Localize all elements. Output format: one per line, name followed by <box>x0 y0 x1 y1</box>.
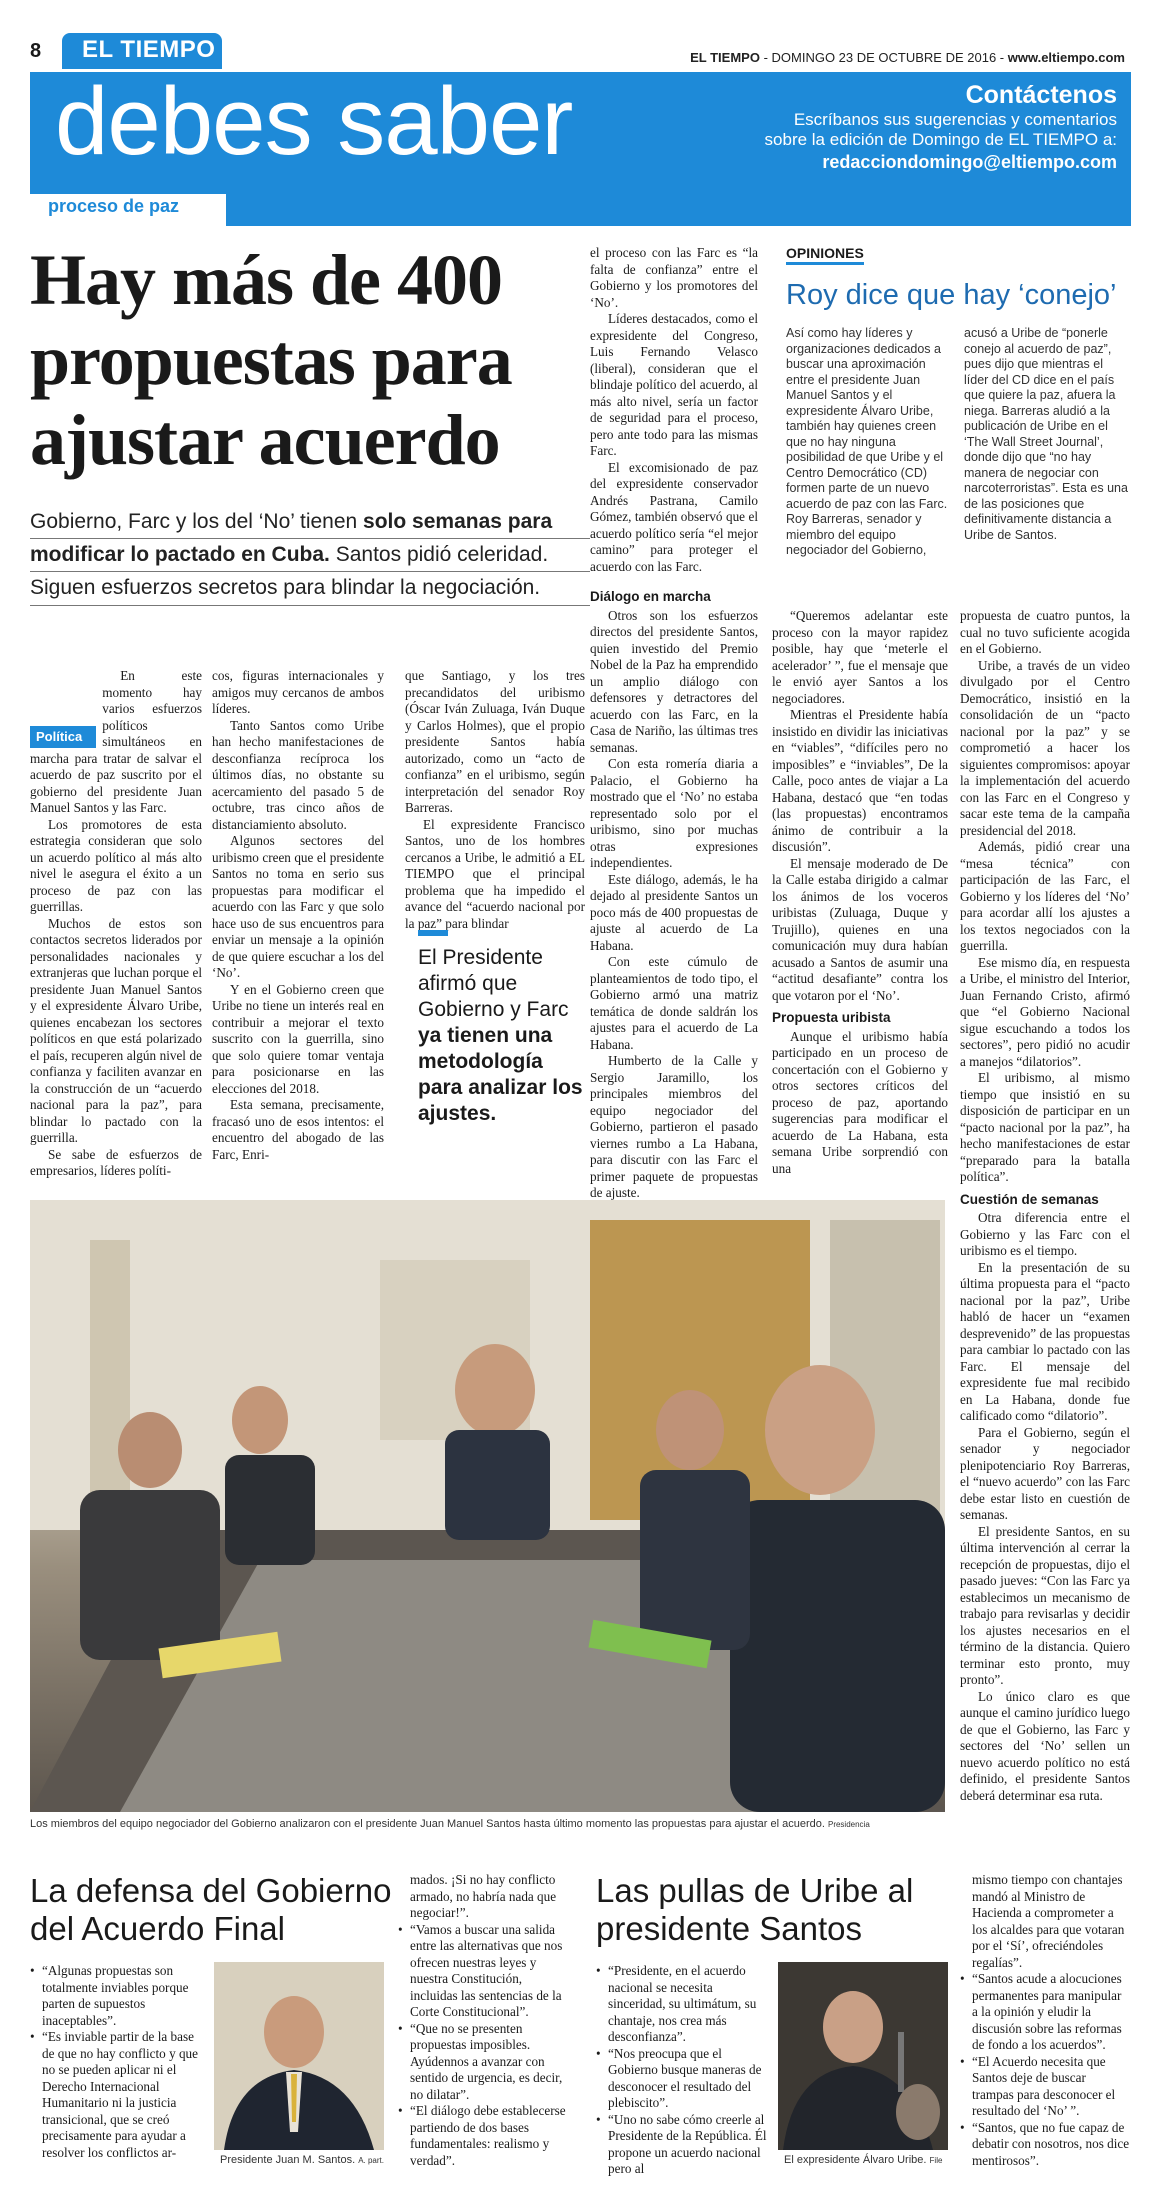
headline <box>30 240 590 480</box>
dateline-url[interactable]: www.eltiempo.com <box>1007 50 1125 65</box>
body-paragraph: Líderes destacados, como el expresidente del Congreso, Luis Fernando Velasco (liberal), consideran que el blindaje político del acuerdo, al más alto nivel, sería un factor de seguridad para el proceso, pero ante todo para las mismas Farc. <box>590 311 758 458</box>
body-paragraph: Este diálogo, además, le ha dejado al presidente Santos un poco más de 400 propuestas de ajuste al acuerdo de La Habana. <box>590 871 758 953</box>
article-col-6 <box>960 608 1130 1804</box>
quote-bullet: • “Uno no sabe cómo creerle al Presidente de la República. Él propone un acuerdo nacional pero al <box>596 2112 768 2178</box>
bottom-left-bullets-b <box>398 1872 570 2169</box>
section-tag: proceso de paz <box>48 196 180 216</box>
quote-bullet: • “Es inviable partir de la base de que no hay conflicto y que no se pueden aplicar ni el Derecho Internacional Humanitario ni la justicia transicional, que se creó precisamente para ayudar a resolver los conflictos ar- <box>30 2029 202 2161</box>
quote-bullet: • “Presidente, en el acuerdo nacional se necesita sinceridad, su ultimátum, su chantaje, nos crea más desconfianza”. <box>596 1963 768 2046</box>
article-col-5 <box>772 608 948 1177</box>
uribe-portrait <box>778 1962 948 2150</box>
pullquote <box>418 945 588 1127</box>
deck-line-2: Siguen esfuerzos secretos para blindar la negociación. <box>30 576 541 599</box>
contact-title: Contáctenos <box>965 81 1117 109</box>
body-paragraph: Humberto de la Calle y Sergio Jaramillo, los principales miembros del equipo negociador del Gobierno, partieron el pasado viernes rumbo a La Habana, para discutir con las Farc el primer paquete de propuestas de ajuste. <box>590 1053 758 1200</box>
body-paragraph: Otra diferencia entre el Gobierno y las Farc con el uribismo es el tiempo. <box>960 1210 1130 1258</box>
quote-bullet: • “Que no se presenten propuestas imposibles. Ayúdennos a avanzar con sentido de urgencia, es decir, no dilatar”. <box>398 2021 570 2104</box>
body-paragraph: El excomisionado de paz del expresidente conservador Andrés Pastrana, Camilo Gómez, también observó que el acuerdo político sería “el mejor camino” para proteger el acuerdo con las Farc. <box>590 459 758 574</box>
contact-email[interactable]: redacciondomingo@eltiempo.com <box>822 152 1117 172</box>
bottom-right-title <box>596 1872 913 1948</box>
bottom-left-title <box>30 1872 391 1948</box>
body-paragraph: Los promotores de esta estrategia consideran que solo un acuerdo político al más alto nivel le asegura el éxito a un proceso de paz con las guerrillas. <box>30 816 202 914</box>
quote-bullet: • “Nos preocupa que el Gobierno busque maneras de desconocer el resultado del plebiscito”. <box>596 2046 768 2112</box>
quote-bullet: • “El diálogo debe establecerse partiendo de dos bases fundamentales: realismo y verdad”. <box>398 2103 570 2169</box>
body-paragraph: el proceso con las Farc es “la falta de confianza” entre el Gobierno y los promotores del ‘No’. <box>590 245 758 310</box>
subhead-dialogo: Diálogo en marcha <box>590 589 711 604</box>
deck-text: Gobierno, Farc y los del ‘No’ tienen <box>30 510 364 533</box>
headline-line: Hay más de 400 <box>30 240 502 320</box>
article-col-3 <box>405 668 585 932</box>
bottom-left-bullets-a <box>30 1963 202 2161</box>
deck-rules <box>30 605 590 606</box>
opinion-kicker: OPINIONES <box>786 245 864 265</box>
bottom-right-bullets-b <box>960 1872 1130 2169</box>
uribe-caption-credit: File <box>929 2156 943 2165</box>
opinion-title: Roy dice que hay ‘conejo’ <box>786 279 1117 311</box>
body-paragraph: Y en el Gobierno creen que Uribe no tiene un interés real en contribuir a mejorar el texto suscrito con la guerrilla, sino que solo quiere tomar ventaja para posicionarse en las elecciones del 2018. <box>212 981 384 1096</box>
subhead-propuesta: Propuesta uribista <box>772 1010 891 1025</box>
body-paragraph: En la presentación de su última propuesta para el “pacto nacional por la paz”, Uribe habló de hacer un “examen desprevenido” de las propuestas para cambiar lo pactado con las Farc. El mensaje del expresidente fue mal recibido en La Habana, donde fue calificado como “dilatorio”. <box>960 1259 1130 1423</box>
meeting-photo <box>30 1200 945 1812</box>
santos-caption-credit: A. part. <box>358 2156 384 2165</box>
pullquote-rule <box>418 930 448 936</box>
body-paragraph: El presidente Santos, en su última intervención al cerrar la recepción de propuestas, dijo el pasado jueves: “Con las Farc ya establecimos un mecanismo de trabajo para revisarlas y decidir los ajustes necesarios en el término de la distancia. Quiero terminar esto pronto, muy pronto”. <box>960 1523 1130 1687</box>
quote-continuation: mados. ¡Si no hay conflicto armado, no habría nada que negociar!”. <box>410 1872 557 1920</box>
opinion-col-a: Así como hay líderes y organizaciones dedicados a buscar una aproximación entre el presidente Juan Manuel Santos y el expresidente Álvaro Uribe, también hay quienes creen que no hay ninguna posibilidad de que Uribe y el Centro Democrático (CD) formen parte de un nuevo acuerdo de paz con las Farc. Roy Barreras, senador y miembro del equipo negociador del Gobierno, <box>786 326 948 557</box>
headline-line: propuestas para <box>30 320 512 400</box>
article-col-2 <box>212 668 384 1163</box>
body-paragraph: Con esta romería diaria a Palacio, el Gobierno ha mostrado que el ‘No’ no estaba representado solo por el uribismo, sino por muchas otras expresiones independientes. <box>590 756 758 870</box>
contact-block <box>765 80 1117 174</box>
opinion-col-b: acusó a Uribe de “ponerle conejo al acuerdo de paz”, pues dijo que mientras el líder del CD dice en el país que quiere la paz, afuera la niega. Barreras aludió a la publicación de Uribe en el ‘The Wall Street Journal’, donde dijo que “no hay manera de negociar con narcoterroristas”. Esta es una de las posiciones que definitivamente distancia a Uribe de Santos. <box>964 326 1128 542</box>
label-politica: Política <box>30 726 96 748</box>
body-paragraph: Lo único claro es que aunque el camino jurídico luego de que el Gobierno, las Farc y sectores del ‘No’ sellen un nuevo acuerdo político no está definido, el presidente Santos deberá determinar esa ruta. <box>960 1688 1130 1803</box>
dateline-date: - DOMINGO 23 DE OCTUBRE DE 2016 - <box>759 50 1008 65</box>
deck-text-end: Santos pidió celeridad. <box>329 543 549 566</box>
dateline-brand: EL TIEMPO <box>690 50 760 65</box>
contact-line-1: Escríbanos sus sugerencias y comentarios <box>793 110 1117 129</box>
body-paragraph: Muchos de estos son contactos secretos liderados por personalidades nacionales y extranjeras que luchan porque el presidente Juan Manuel Santos y el expresidente Álvaro Uribe, quienes encabezan los sectores políticos en que está polarizado el país, recuperen algún nivel de confianza y faciliten avanzar en la construcción de un “acuerdo nacional para la paz”, para blindar lo pactado con la guerrilla. <box>30 915 202 1145</box>
deck-rules <box>30 538 590 539</box>
quote-bullet: • “El Acuerdo necesita que Santos deje de buscar trampas para desconocer el resultado del ‘No’ ”. <box>960 2054 1130 2120</box>
body-paragraph: Con este cúmulo de planteamientos de todo tipo, el Gobierno armó una matriz temática de donde saldrán los ajustes para el acuerdo de La Habana. <box>590 954 758 1052</box>
quote-continuation: mismo tiempo con chantajes mandó al Ministro de Hacienda a comprometer a los alcaldes para que votaran por el ‘Sí’, ofreciéndoles regalías”. <box>972 1872 1125 1970</box>
article-col-1 <box>30 668 202 1180</box>
body-paragraph: Se sabe de esfuerzos de empresarios, líderes políti- <box>30 1146 202 1178</box>
body-paragraph: Esta semana, precisamente, fracasó uno de esos intentos: el encuentro del abogado de las Farc, Enri- <box>212 1097 384 1162</box>
contact-line-2: sobre la edición de Domingo de EL TIEMPO a: <box>764 130 1117 149</box>
bottom-left-title-line: del Acuerdo Final <box>30 1910 285 1947</box>
body-paragraph: El uribismo, al mismo tiempo que insistió en su disposición de participar en un “pacto nacional por la paz”, ha hecho manifestaciones de estar “preparado para la batalla política”. <box>960 1070 1130 1184</box>
brand-tab-label: EL TIEMPO <box>82 36 216 63</box>
body-paragraph: propuesta de cuatro puntos, la cual no tuvo suficiente acogida en el Gobierno. <box>960 608 1130 656</box>
bottom-right-title-line: Las pullas de Uribe al <box>596 1872 914 1909</box>
article-col-4 <box>590 245 758 1202</box>
body-paragraph: El expresidente Francisco Santos, uno de los hombres cercanos a Uribe, le admitió a EL TIEMPO que el principal problema que ha impedido el avance del “acuerdo nacional por la paz” para blindar <box>405 816 585 931</box>
body-paragraph: El mensaje moderado de De la Calle estaba dirigido a calmar los ánimos de los voceros uribistas (Zuluaga, Duque y Trujillo), quienes en una comunicación muy dura habían acusado a Santos de asumir una “actitud desafiante” contra los que votaron por el ‘No’. <box>772 855 948 1003</box>
body-paragraph: Algunos sectores del uribismo creen que el presidente Santos no toma en serio sus propuestas para modificar el acuerdo con las Farc y que solo hace uso de sus encuentros para enviar un mensaje a la opinión de que quiere escuchar a los del ‘No’. <box>212 833 384 980</box>
deck-bold: solo semanas para modificar lo pactado en Cuba. <box>30 510 553 566</box>
headline-line: ajustar acuerdo <box>30 400 500 480</box>
quote-bullet: • “Santos acude a alocuciones permanentes para manipular a la opinión y eludir la discusión sobre las reformas de fondo a los acuerdos”. <box>960 1971 1130 2054</box>
santos-caption-text: Presidente Juan M. Santos. <box>220 2154 356 2166</box>
bottom-right-title-line: presidente Santos <box>596 1910 863 1947</box>
santos-portrait-illustration <box>214 1962 384 2150</box>
body-paragraph: que Santiago, y los tres precandidatos del uribismo (Óscar Iván Zuluaga, Iván Duque y Carlos Holmes), que el propio presidente Santos había autorizado, como un “acto de confianza” en el uribismo, según interpretación del senador Roy Barreras. <box>405 668 585 815</box>
subhead-cuestion: Cuestión de semanas <box>960 1191 1099 1207</box>
bottom-left-title-line: La defensa del Gobierno <box>30 1872 392 1909</box>
body-paragraph: Aunque el uribismo había participado en un proceso de concertación con el Gobierno y otros sectores críticos del proceso de paz, aportando sugerencias para modificar el acuerdo de La Habana, esta semana Uribe sorprendió con una <box>772 1028 948 1176</box>
body-paragraph: En este momento hay varios esfuerzos políticos simultáneos en marcha para tratar de salvar el acuerdo de paz suscrito por el gobierno del presidente Juan Manuel Santos y las Farc. <box>30 668 202 815</box>
body-paragraph: “Queremos adelantar este proceso con la mayor rapidez posible, hay que ‘meterle el acelerador’ ”, fue el mensaje que le envió ayer Santos a los negociadores. <box>772 608 948 706</box>
photo-credit: Presidencia <box>827 1820 870 1829</box>
uribe-caption <box>784 2154 942 2166</box>
quote-bullet: • “Algunas propuestas son totalmente inviables porque parten de supuestos inaceptables”. <box>30 1963 202 2029</box>
santos-portrait <box>214 1962 384 2150</box>
body-paragraph: Para el Gobierno, según el senador y negociador plenipotenciario Roy Barreras, el “nuevo acuerdo” con las Farc debe estar listo en cuestión de semanas. <box>960 1424 1130 1522</box>
santos-caption <box>220 2154 384 2166</box>
pullquote-text: El Presidente afirmó que Gobierno y Farc <box>418 946 569 1021</box>
meeting-photo-illustration <box>30 1200 945 1812</box>
deck <box>30 505 590 604</box>
photo-caption <box>30 1818 945 1830</box>
body-paragraph: cos, figuras internacionales y amigos muy cercanos de ambos líderes. <box>212 668 384 716</box>
dateline <box>690 50 1125 65</box>
photo-caption-text: Los miembros del equipo negociador del Gobierno analizaron con el presidente Juan Manuel Santos hasta último momento las propuestas para ajustar el acuerdo. <box>30 1818 825 1830</box>
uribe-portrait-illustration <box>778 1962 948 2150</box>
body-paragraph: Uribe, a través de un video divulgado por el Centro Democrático, insistió en la consolidación de un “pacto nacional por la paz” y se comprometió a hacer los siguientes compromisos: apoyar la implementación del acuerdo con las Farc en el Congreso y sacar este tema de la campaña presidencial del 2018. <box>960 657 1130 838</box>
uribe-caption-text: El expresidente Álvaro Uribe. <box>784 2154 927 2166</box>
deck-rules <box>30 571 590 572</box>
body-paragraph: Mientras el Presidente había insistido en dividir las iniciativas en “viables”, “difíciles pero no imposibles” e “inviables”, De la Calle, poco antes de viajar a La Habana, destacó que “en todas (las propuestas) encontramos ánimo de contribuir a la discusión”. <box>772 707 948 854</box>
section-title: debes saber <box>55 68 573 175</box>
pullquote-bold: ya tienen una metodología para analizar los ajustes. <box>418 1024 583 1125</box>
body-paragraph: Ese mismo día, en respuesta a Uribe, el ministro del Interior, Juan Fernando Cristo, afirmó que “el Gobierno Nacional sigue escuchando a todos los sectores”, pero pidió no acudir a manejos “dilatorios”. <box>960 954 1130 1069</box>
quote-bullet: • “Santos, que no fue capaz de debatir con nosotros, nos dice mentirosos”. <box>960 2120 1130 2170</box>
page-number: 8 <box>30 40 42 62</box>
body-paragraph: Tanto Santos como Uribe han hecho manifestaciones de desconfianza recíproca los últimos días, no obstante su acercamiento del pasado 5 de octubre, tras cinco años de distanciamiento absoluto. <box>212 717 384 832</box>
body-paragraph: Otros son los esfuerzos directos del presidente Santos, quien investido del Premio Nobel de la Paz ha emprendido un amplio diálogo con defensores y detractores del acuerdo con las Farc, en la Casa de Nariño, las últimas tres semanas. <box>590 607 758 755</box>
body-paragraph: Además, pidió crear una “mesa técnica” con participación de las Farc, el Gobierno y los líderes del ‘No’ para acordar allí los ajustes a los textos negociados con la guerrilla. <box>960 839 1130 953</box>
quote-bullet: • “Vamos a buscar una salida entre las alternativas que nos ofrecen nuestras leyes y nuestra Constitución, incluidas las sentencias de la Corte Constitucional”. <box>398 1922 570 2021</box>
bottom-right-bullets-a <box>596 1963 768 2178</box>
